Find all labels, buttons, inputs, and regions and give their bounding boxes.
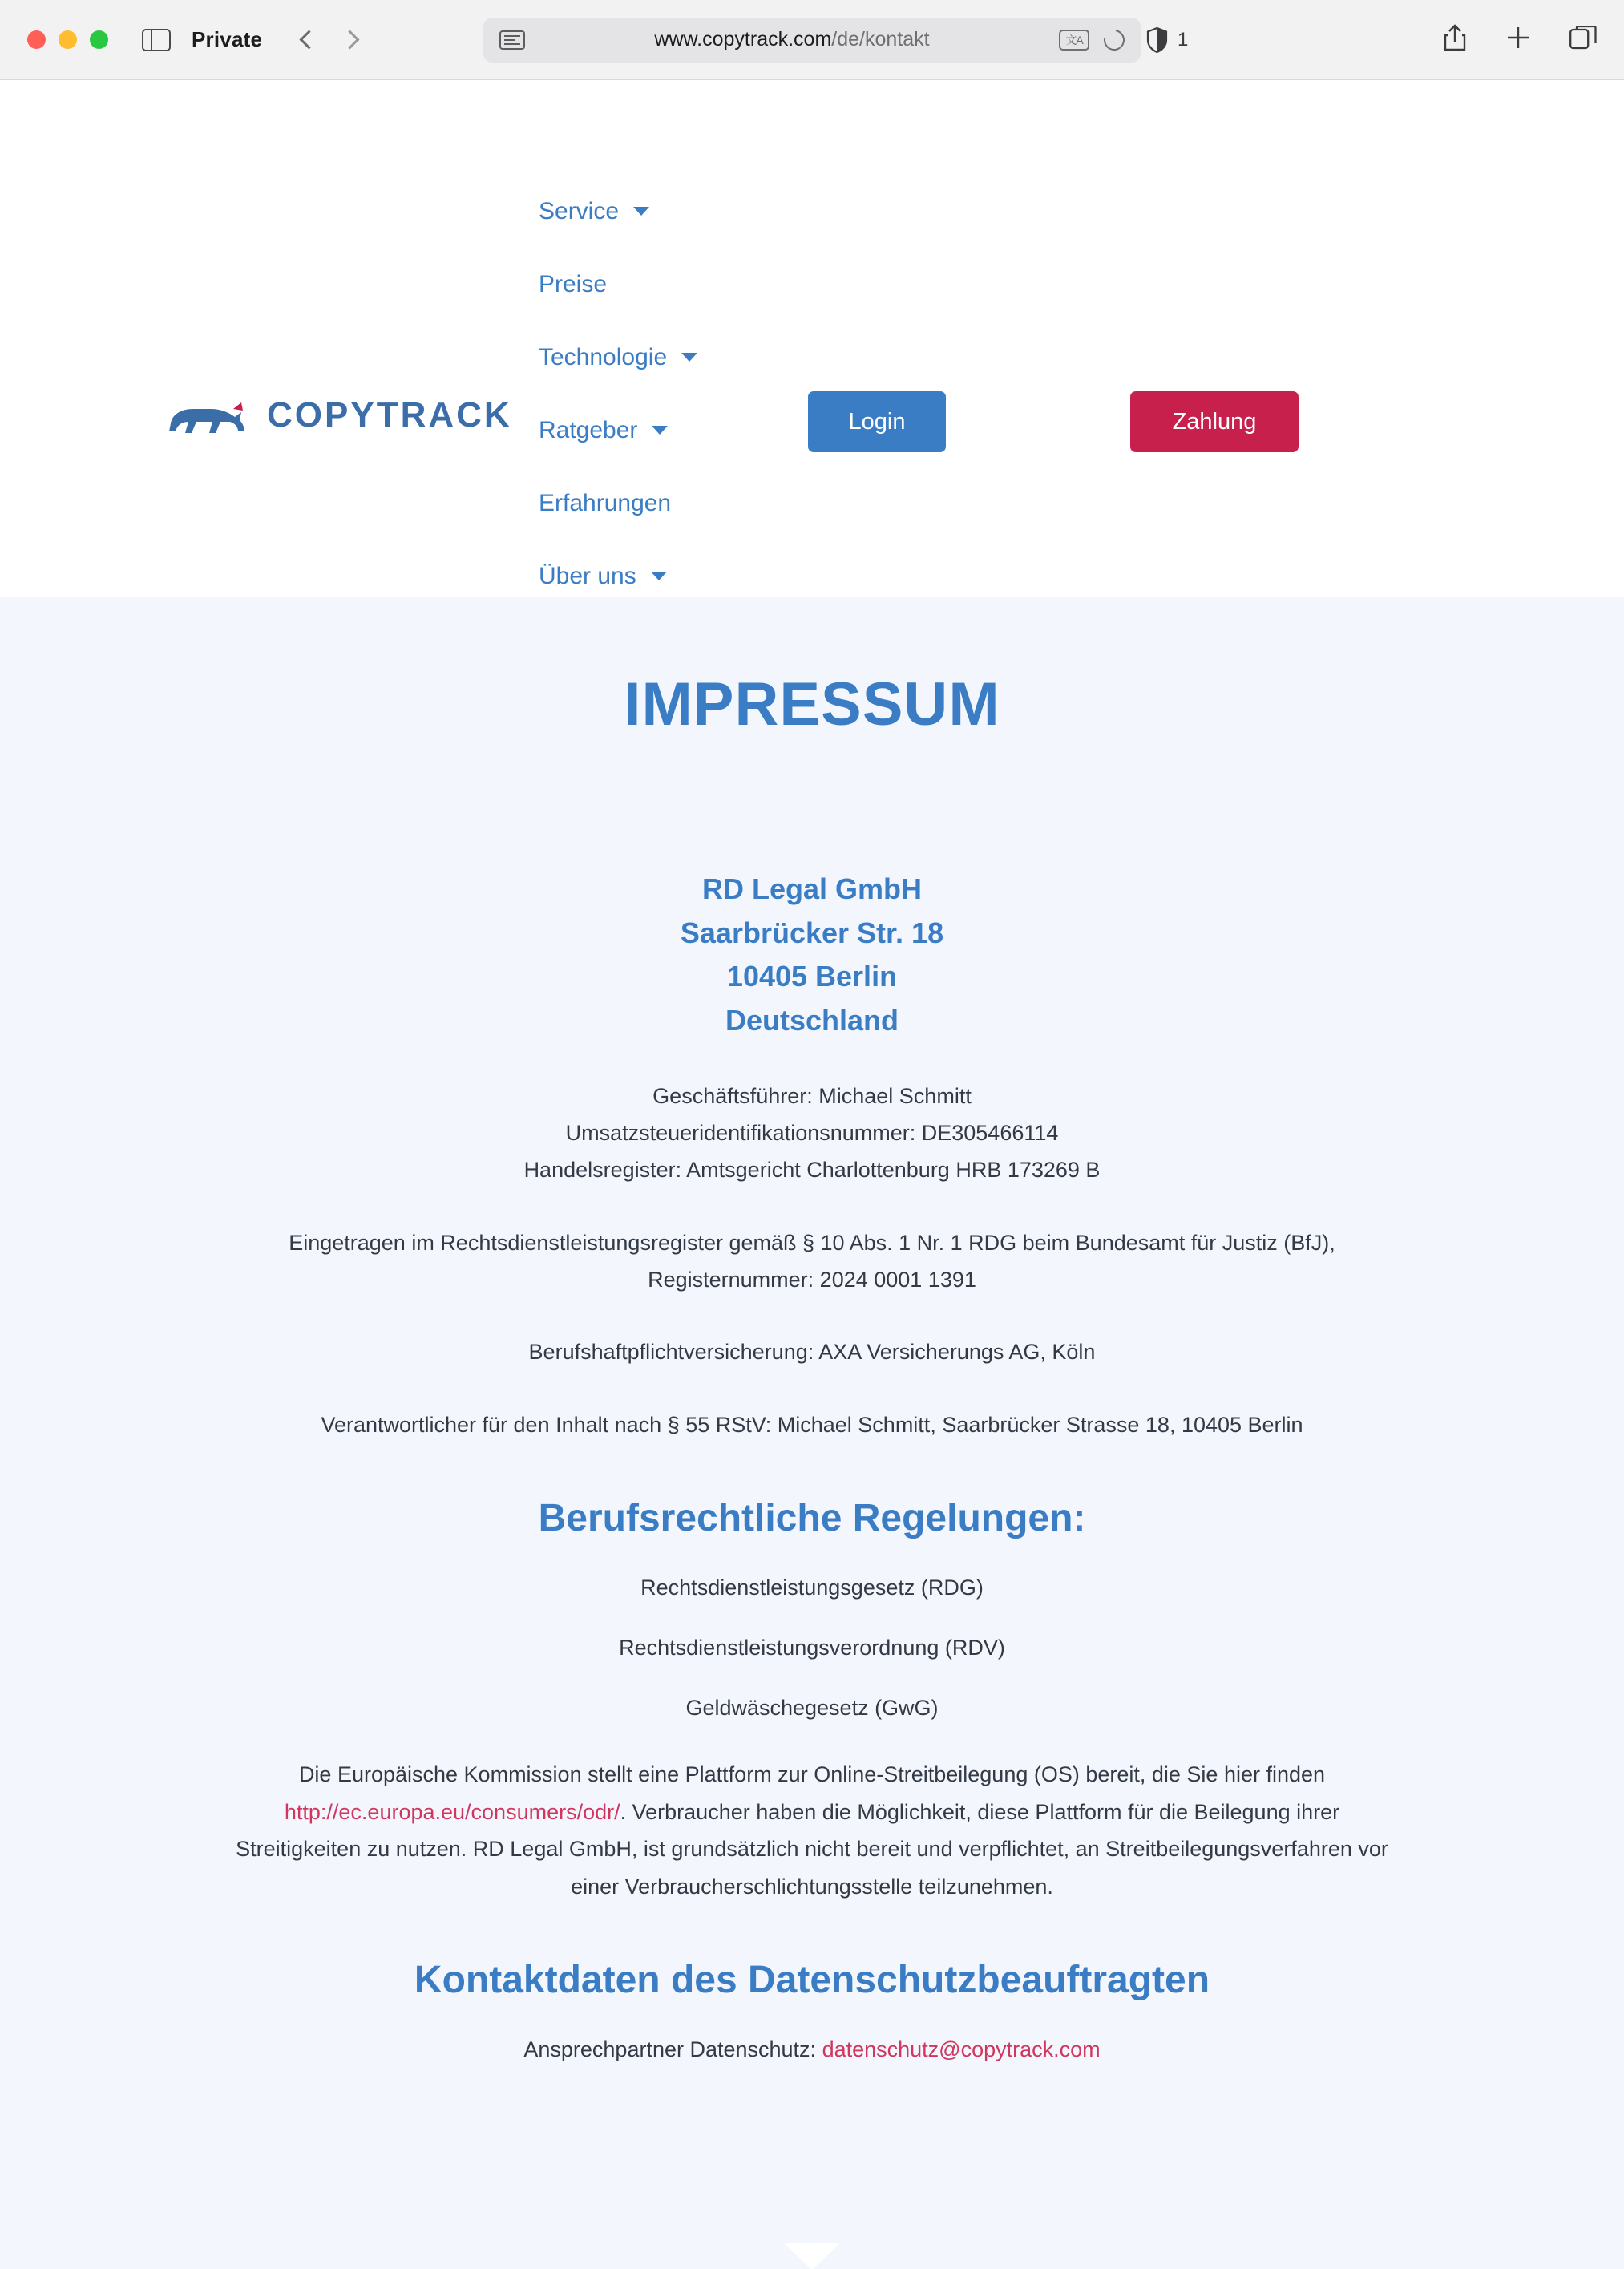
vat-id: Umsatzsteueridentifikationsnummer: DE305466114: [565, 1120, 1059, 1145]
chevron-down-icon[interactable]: [633, 207, 649, 216]
plus-icon[interactable]: [1505, 25, 1531, 55]
back-chevron-icon[interactable]: [300, 30, 319, 49]
reload-icon[interactable]: [1100, 25, 1129, 54]
nav-item-preise[interactable]: [539, 248, 697, 321]
chevron-down-icon[interactable]: [651, 572, 667, 580]
browser-toolbar: [0, 0, 1624, 80]
nav-item-technologie[interactable]: [539, 321, 697, 394]
maximize-window-button[interactable]: [90, 30, 108, 49]
reader-view-icon[interactable]: [499, 30, 525, 50]
company-street: Saarbrücker Str. 18: [680, 916, 944, 949]
page-title: IMPRESSUM: [624, 670, 1000, 738]
dpo-heading: Kontaktdaten des Datenschutzbeauftragten: [414, 1959, 1210, 2002]
os-text-after: . Verbraucher haben die Möglichkeit, diese Plattform für die Beilegung ihrer Streitigkeiten zu nutzen. RD Legal GmbH, ist grundsätzlich nicht bereit und verpflichtet, an Streitbeilegungsverfahren vor einer Verbraucherschlichtungsstelle teilzunehmen.: [236, 1799, 1388, 1899]
company-name: RD Legal GmbH: [701, 872, 923, 905]
nav-label: Service: [539, 197, 620, 224]
company-address: [187, 868, 1437, 1043]
chevron-down-icon[interactable]: [652, 426, 668, 435]
insurance-paragraph: Berufshaftpflichtversicherung: AXA Versicherungs AG, Köln: [528, 1340, 1096, 1365]
privacy-shield-icon[interactable]: [1146, 27, 1168, 53]
url-domain: www.copytrack.com: [654, 28, 832, 51]
web-page: [0, 80, 1624, 2269]
dpo-label: Ansprechpartner Datenschutz:: [523, 2037, 822, 2062]
dog-logo-icon: [164, 391, 252, 439]
company-meta: [187, 1078, 1437, 1189]
minimize-window-button[interactable]: [59, 30, 77, 49]
dpo-email-link[interactable]: datenschutz@copytrack.com: [822, 2037, 1101, 2062]
os-platform-link[interactable]: http://ec.europa.eu/consumers/odr/: [284, 1799, 620, 1824]
tab-overview-icon[interactable]: [1569, 26, 1597, 54]
company-country: Deutschland: [725, 1004, 899, 1037]
os-platform-paragraph: [227, 1756, 1397, 1905]
address-bar[interactable]: [483, 18, 1141, 63]
forward-chevron-icon[interactable]: [341, 30, 360, 49]
site-logo[interactable]: [164, 391, 512, 439]
nav-label: Über uns: [539, 562, 636, 589]
nav-item-ratgeber[interactable]: [539, 394, 697, 467]
nav-item-service[interactable]: [539, 175, 697, 248]
dpo-contact: [187, 2037, 1437, 2062]
nav-label: Erfahrungen: [539, 489, 672, 516]
translate-icon[interactable]: 文A: [1059, 30, 1089, 51]
commercial-register: Handelsregister: Amtsgericht Charlottenburg HRB 173269 B: [523, 1157, 1101, 1182]
site-header: [0, 80, 1624, 597]
registry-paragraph: Eingetragen im Rechtsdienstleistungsregister gemäß § 10 Abs. 1 Nr. 1 RDG beim Bundesamt für Justiz (BfJ), Registernummer: 2024 0001 1391: [289, 1230, 1335, 1292]
section-divider-wedge: [783, 2243, 841, 2269]
privacy-report[interactable]: [1146, 27, 1188, 53]
company-city: 10405 Berlin: [726, 960, 898, 993]
managing-director: Geschäftsführer: Michael Schmitt: [652, 1083, 972, 1108]
url-path: /de/kontakt: [831, 28, 930, 51]
logo-wordmark: COPYTRACK: [267, 395, 512, 435]
share-icon[interactable]: [1443, 24, 1467, 55]
login-button[interactable]: Login: [808, 391, 946, 452]
law-item: Geldwäschegesetz (GwG): [685, 1696, 939, 1721]
laws-heading: Berufsrechtliche Regelungen:: [538, 1497, 1086, 1540]
url-text: [536, 28, 1048, 51]
close-window-button[interactable]: [27, 30, 46, 49]
main-content: [0, 597, 1624, 2269]
nav-label: Ratgeber: [539, 416, 638, 443]
payment-button[interactable]: Zahlung: [1130, 391, 1299, 452]
nav-label: Preise: [539, 270, 608, 297]
private-mode-label: Private: [192, 27, 263, 51]
law-item: Rechtsdienstleistungsgesetz (RDG): [640, 1575, 984, 1600]
responsible-paragraph: Verantwortlicher für den Inhalt nach § 55 RStV: Michael Schmitt, Saarbrücker Strasse 18, 10405 Berlin: [321, 1412, 1303, 1437]
nav-item-erfahrungen[interactable]: [539, 467, 697, 540]
sidebar-toggle-icon[interactable]: [142, 29, 171, 51]
window-controls[interactable]: [27, 30, 108, 49]
os-text-before: Die Europäische Kommission stellt eine Plattform zur Online-Streitbeilegung (OS) bereit, die Sie hier finden: [298, 1762, 1326, 1787]
law-item: Rechtsdienstleistungsverordnung (RDV): [619, 1636, 1005, 1660]
tracker-count: 1: [1178, 28, 1189, 51]
nav-label: Technologie: [539, 343, 668, 370]
chevron-down-icon[interactable]: [681, 353, 697, 362]
